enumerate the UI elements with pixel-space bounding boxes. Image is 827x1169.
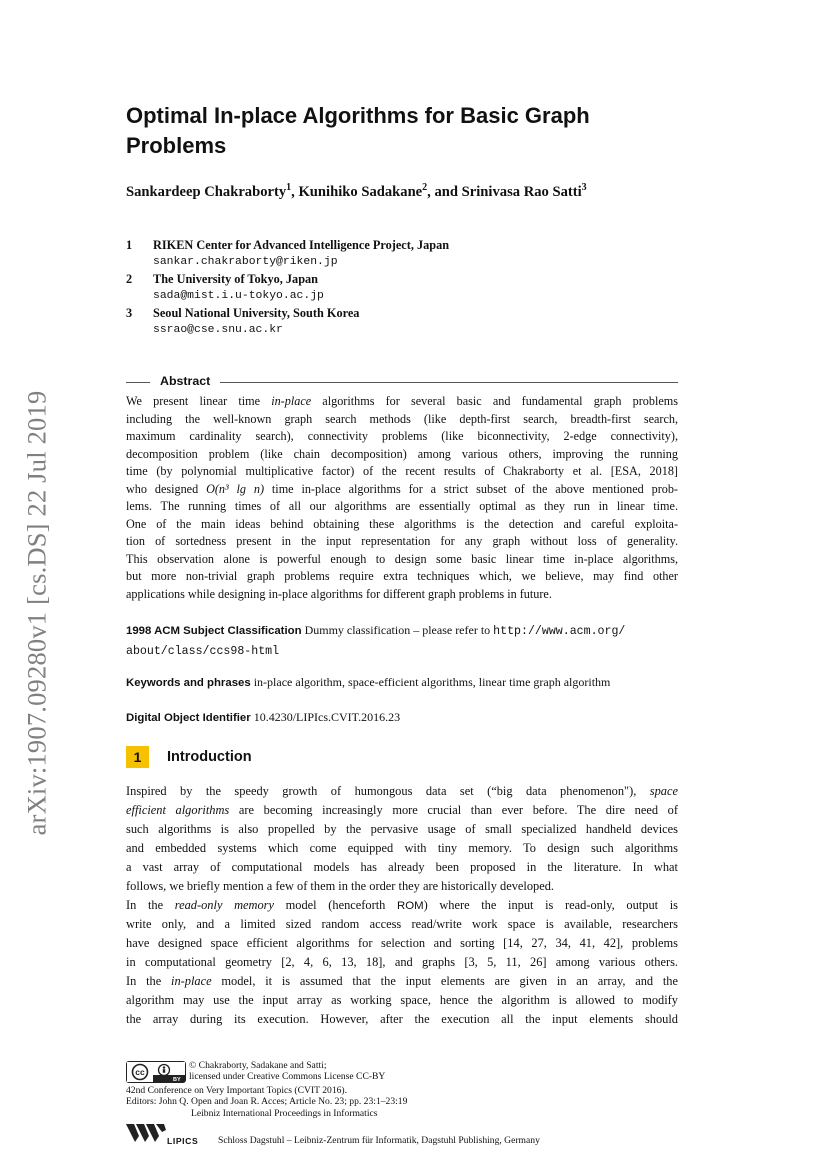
abstract-line: One of the main ideas behind obtaining these algorithms is the detection and careful exploita- [126, 516, 678, 531]
lipics-wordmark: LIPICS [167, 1136, 199, 1146]
emphasis: in-place [271, 394, 312, 408]
section-number: 1 [133, 749, 142, 765]
affiliation-name: RIKEN Center for Advanced Intelligence Project, Japan [153, 238, 450, 252]
author-separator: , and [427, 183, 462, 200]
body-line: in computational geometry [2, 4, 6, 13, 18], and graphs [3, 5, 11, 26] among various others. [126, 955, 678, 969]
acm-label: 1998 ACM Subject Classification [126, 625, 302, 637]
copyright-line: © Chakraborty, Sadakane and Satti; [189, 1060, 327, 1071]
author-affiliation-mark: 3 [581, 182, 587, 193]
emphasis: read-only memory [174, 898, 274, 912]
math-expression: O(n³ lg n) [206, 481, 265, 496]
cc-label: cc [135, 1067, 145, 1078]
affiliation-number: 3 [126, 306, 133, 320]
acm-classification [126, 621, 678, 661]
cc-by-license-badge [126, 1061, 186, 1083]
abstract-text [126, 393, 678, 604]
abstract-heading: Abstract [160, 374, 211, 388]
affiliation-email[interactable]: ssrao@cse.snu.ac.kr [153, 324, 283, 336]
conference-line: 42nd Conference on Very Important Topics (CVIT 2016). [126, 1085, 348, 1096]
series-line: Leibniz International Proceedings in Informatics [191, 1108, 378, 1119]
author-name: Kunihiko Sadakane [298, 183, 423, 200]
author-name: Srinivasa Rao Satti [461, 183, 582, 200]
author-name: Sankardeep Chakraborty [126, 183, 287, 200]
abstract-line: This observation alone is powerful enough to design some basic linear time in-place algorithms, [126, 551, 678, 566]
keywords [126, 673, 678, 692]
introduction-text [126, 782, 678, 1029]
abstract-line: We present linear time in-place algorithms for several basic and fundamental graph problems [126, 394, 678, 408]
body-line: such algorithms is also propelled by the pervasive usage of small specialized handheld devices [126, 822, 678, 836]
body-line: a vast array of computational models has already been proposed in the literature. In what [126, 860, 678, 874]
license-line: licensed under Creative Commons License CC-BY [189, 1071, 386, 1082]
emphasis: space [649, 784, 678, 798]
body-line: follows, we briefly mention a few of them in the order they are historically developed. [126, 879, 555, 893]
body-line: and embedded systems which come equipped with tiny memory. To design such algorithms [126, 841, 678, 855]
cc-by-icon [127, 1062, 185, 1082]
body-line: In the in-place model, it is assumed that the input elements are given in an array, and the [126, 974, 678, 988]
by-label: BY [173, 1077, 181, 1082]
abstract-rule-right [220, 382, 678, 383]
abstract-line: lems. The running times of all our algorithms are essentially optimal as they run in linear time. [126, 499, 678, 514]
author-list [126, 178, 686, 202]
abstract-line: who designed O(n³ lg n) time in-place algorithms for a strict subset of the above mentioned prob- [126, 481, 678, 496]
doi-text[interactable]: 10.4230/LIPIcs.CVIT.2016.23 [253, 710, 401, 724]
abstract-line: including the well-known graph search methods (like depth-first search, breadth-first search, [126, 411, 678, 426]
affiliation-number: 1 [126, 238, 133, 252]
model-acronym: ROM [396, 900, 424, 912]
body-line: Inspired by the speedy growth of humongous data set (“big data phenomenon"), space [126, 784, 678, 798]
body-line: algorithm may use the input array as working space, hence the algorithm is allowed to modify [126, 993, 678, 1007]
affiliation-email[interactable]: sankar.chakraborty@riken.jp [153, 256, 338, 268]
editors-line: Editors: John Q. Open and Joan R. Acces; Article No. 23; pp. 23:1–23:19 [126, 1096, 408, 1107]
doi-label: Digital Object Identifier [126, 712, 251, 724]
paper-title: Optimal In-place Algorithms for Basic Graph Problems [126, 103, 590, 158]
body-line: the array during its execution. However, after the execution all the input elements should [126, 1012, 678, 1026]
abstract-line: time (by polynomial multiplicative factor) of the recent results of Chakraborty et al. [ESA, 2018] [126, 464, 678, 479]
body-line: write only, and a limited sized random access read/write work space is available, researchers [126, 917, 678, 931]
author-separator: , [291, 183, 299, 200]
publisher-line: Schloss Dagstuhl – Leibniz-Zentrum für Informatik, Dagstuhl Publishing, Germany [218, 1135, 540, 1146]
affiliation-name: The University of Tokyo, Japan [153, 272, 319, 286]
author-affiliation-mark: 1 [286, 182, 292, 193]
arxiv-identifier-stamp: arXiv:1907.09280v1 [cs.DS] 22 Jul 2019 [21, 390, 52, 836]
acm-url-continued[interactable]: about/class/ccs98-html [126, 645, 280, 658]
abstract-rule-left [126, 382, 150, 383]
keywords-label: Keywords and phrases [126, 677, 251, 689]
author-affiliation-mark: 2 [422, 182, 428, 193]
abstract-line: but more non-trivial graph problems require extra techniques which, we believe, may find other [126, 569, 678, 584]
emphasis: in-place [171, 974, 212, 988]
acm-url[interactable]: http://www.acm.org/ [493, 625, 626, 638]
emphasis: efficient algorithms [126, 803, 230, 817]
affiliation-number: 2 [126, 272, 133, 286]
affiliation-email[interactable]: sada@mist.i.u-tokyo.ac.jp [153, 290, 324, 302]
section-title: Introduction [167, 749, 252, 765]
doi [126, 708, 678, 727]
body-line: In the read-only memory model (henceforth ROM) where the input is read-only, output is [126, 898, 678, 912]
body-line: have designed space efficient algorithms for selection and sorting [14, 27, 34, 41, 42], problems [126, 936, 678, 950]
abstract-line: tion of sortedness present in the input representation for any graph without loss of generality. [126, 534, 678, 549]
acm-text: Dummy classification – please refer to [304, 623, 494, 637]
body-line: efficient algorithms are becoming increasingly more crucial than ever before. The dire need of [126, 803, 678, 817]
abstract-line: applications while designing in-place algorithms for different graph problems in future. [126, 587, 552, 602]
keywords-text: in-place algorithm, space-efficient algorithms, linear time graph algorithm [253, 675, 611, 689]
abstract-line: maximum cardinality search), connectivity problems (like biconnectivity, 2-edge connectivity), [126, 429, 678, 444]
affiliation-name: Seoul National University, South Korea [153, 306, 360, 320]
abstract-line: decomposition problem (like chain decomposition) among various others, improving the running [126, 446, 678, 461]
